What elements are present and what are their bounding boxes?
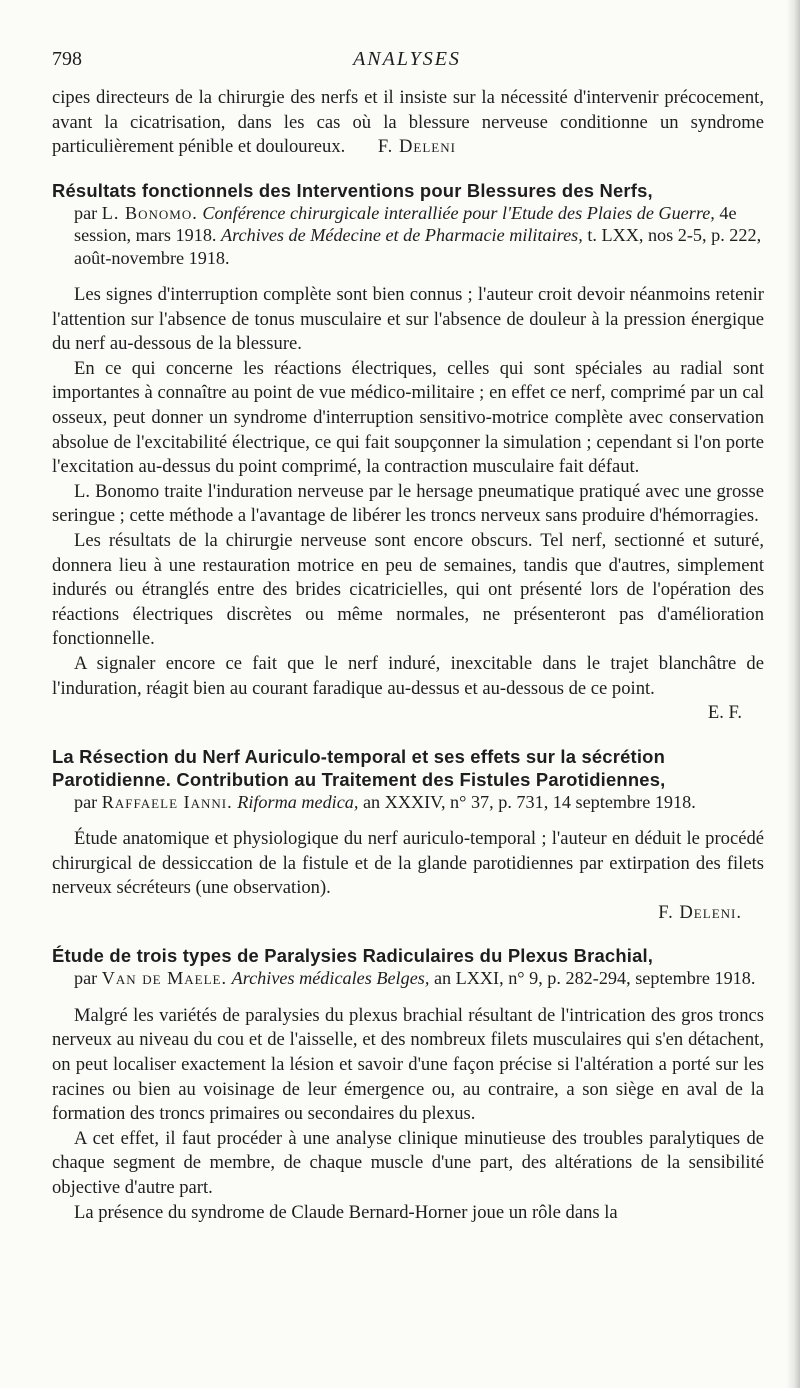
- article-2-by: par: [74, 791, 98, 812]
- article-2-signature: F. Deleni.: [658, 901, 742, 923]
- page-header: [52, 48, 762, 78]
- article-2-details-1: an XXXIV, n° 37, p. 731, 14 septembre 1918.: [362, 791, 696, 812]
- article-1-paragraph-5: A signaler encore ce fait que le nerf induré, inexcitable dans le trajet blanchâtre de l'induration, réagit bien au courant faradique au-dessus et au-dessous de ce point.: [52, 652, 764, 699]
- article-2-paragraph-1: Étude anatomique et physiologique du nerf auriculo-temporal ; l'auteur en déduit le procédé chirurgical de dessiccation de la fistule et de la glande parotidiennes par extirpation des filets nerveux sécréteurs (une observation).: [52, 828, 764, 899]
- article-3-title: Étude de trois types de Paralysies Radiculaires du Plexus Brachial,: [52, 945, 654, 967]
- article-3-paragraph-1: Malgré les variétés de paralysies du plexus brachial résultant de l'intrication des gros troncs nerveux au niveau du cou et de l'aisselle, et des nombreux filets musculaires qui s'en détachent, on peut localiser exactement la lésion et savoir d'une façon précise si l'altération a porté sur les racines ou bien au voisinage de leur émergence ou, au contraire, a son siège en aval de la formation des troncs primaires ou secondaires du plexus.: [52, 1004, 764, 1125]
- article-1-source-2: Archives de Médecine et de Pharmacie militaires,: [221, 225, 583, 246]
- article-2-citation: [52, 791, 764, 813]
- article-1-citation: [52, 202, 764, 269]
- article-3-author: Van de Maele.: [101, 968, 228, 989]
- intro-paragraph: [52, 86, 764, 160]
- article-1-paragraph-4: Les résultats de la chirurgie nerveuse sont encore obscurs. Tel nerf, sectionné et suturé, donnera lieu à une restauration motrice en peu de semaines, tandis que d'autres, simplement indurés ou étranglés entre des brides cicatricielles, qui ont présenté lors de l'opération des réactions électriques discrètes ou même normales, ne présenteront pas d'amélioration fonctionnelle.: [52, 529, 764, 650]
- article-3: [52, 944, 764, 1225]
- article-1-paragraph-2: En ce qui concerne les réactions électriques, celles qui sont spéciales au radial sont importantes à connaître au point de vue médico-militaire ; en effet ce nerf, comprimé par un cal osseux, peut donner un syndrome d'interruption sensitivo-motrice complète avec conservation absolue de l'excitabilité électrique, ce qui fait soupçonner la simulation ; cependant si l'on porte l'excitation au-dessus du point comprimé, la contraction musculaire fait défaut.: [52, 357, 764, 478]
- article-1-paragraph-1: Les signes d'interruption complète sont bien connus ; l'auteur croit devoir néanmoins retenir l'attention sur l'absence de tonus musculaire et sur l'absence de douleur à la pression énergique du nerf au-dessous de la blessure.: [52, 284, 764, 355]
- page-number: 798: [52, 48, 82, 70]
- page-edge-shadow: [786, 0, 800, 1388]
- article-1-author: L. Bonomo.: [101, 202, 198, 223]
- article-3-citation: [52, 967, 764, 989]
- article-3-source: Archives médicales Belges,: [231, 968, 430, 989]
- article-3-details-1: an LXXI, n° 9, p. 282-294, septembre 1918.: [433, 968, 756, 989]
- article-1-title: Résultats fonctionnels des Interventions pour Blessures des Nerfs,: [52, 179, 653, 201]
- article-2-title: La Résection du Nerf Auriculo-temporal et ses effets sur la sécrétion Parotidienne. Contribution au Traitement des Fistules Parotidiennes,: [52, 745, 666, 790]
- article-1-source: Conférence chirurgicale interalliée pour l'Etude des Plaies de Guerre,: [202, 202, 715, 223]
- article-1-by: par: [74, 202, 98, 223]
- article-3-paragraph-2: A cet effet, il faut procéder à une analyse clinique minutieuse des troubles paralytiques de chaque segment de membre, de chaque muscle d'une part, des altérations de la sensibilité objective d'autre part.: [52, 1127, 764, 1199]
- article-1-details-2: t. LXX, nos 2-5, p. 222, août-novembre 1918.: [74, 225, 762, 268]
- article-1-signature: E. F.: [707, 702, 742, 724]
- article-3-paragraph-3: La présence du syndrome de Claude Bernard-Horner joue un rôle dans la: [74, 1201, 618, 1223]
- article-1-paragraph-3: L. Bonomo traite l'induration nerveuse par le hersage pneumatique pratiqué avec une grosse seringue ; cette méthode a l'avantage de libérer les troncs nerveux sans produire d'hémorragies.: [52, 480, 764, 527]
- article-3-by: par: [74, 968, 98, 989]
- intro-text: cipes directeurs de la chirurgie des nerfs et il insiste sur la nécessité d'intervenir précocement, avant la cicatrisation, dans les cas où la blessure nerveuse conditionne un syndrome particulièrement pénible et douloureux.: [52, 87, 764, 158]
- article-1: [52, 179, 764, 726]
- article-1-details-1: 4e session, mars 1918.: [74, 202, 737, 246]
- article-2: [52, 745, 764, 926]
- page-content: [52, 86, 764, 1225]
- running-title: ANALYSES: [353, 48, 461, 70]
- article-2-source: Riforma medica,: [237, 791, 359, 812]
- intro-section: [52, 86, 764, 160]
- article-2-author: Raffaele Ianni.: [101, 791, 233, 812]
- intro-signature: F. Deleni: [377, 136, 456, 158]
